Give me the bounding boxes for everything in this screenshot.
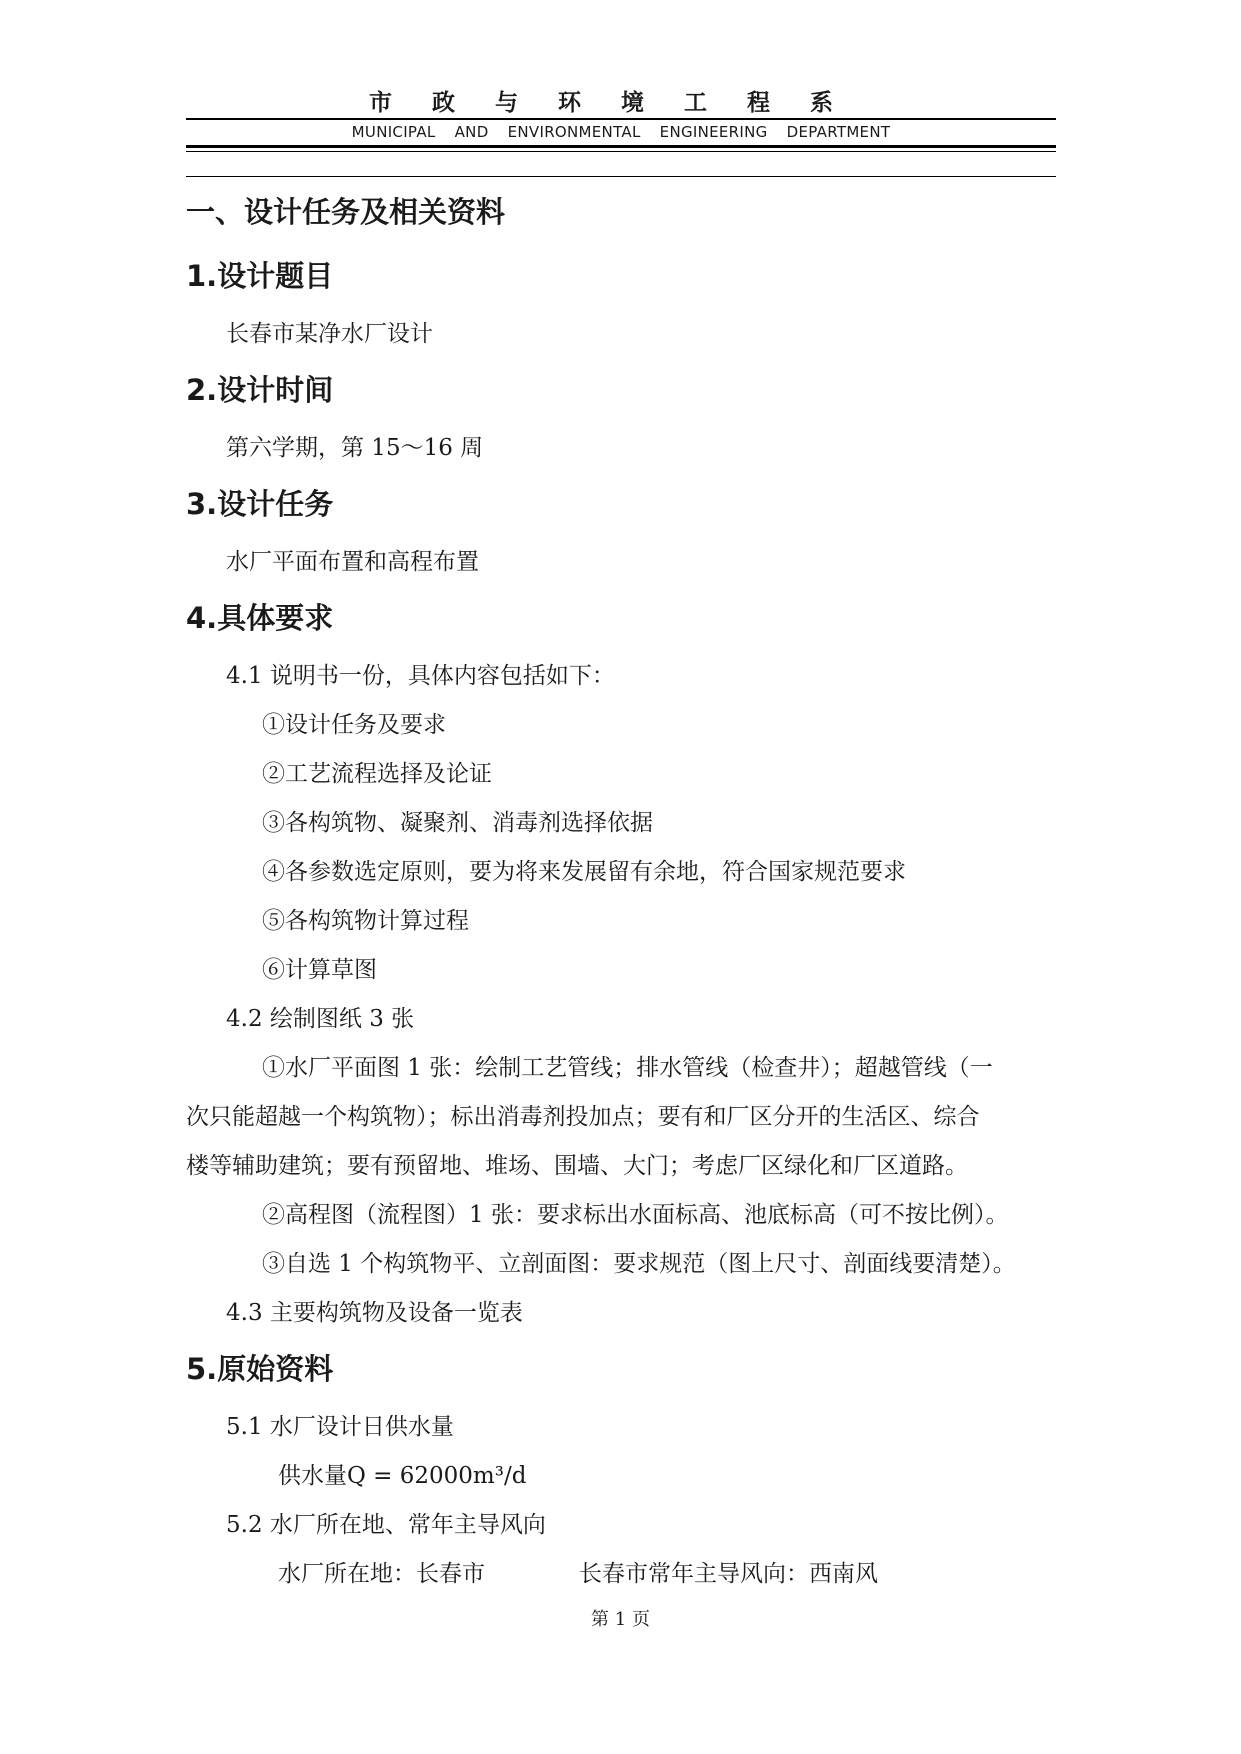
- req-item-1: ①设计任务及要求: [262, 712, 446, 738]
- drawing-1-line-2: 次只能超越一个构筑物）；标出消毒剂投加点；要有和厂区分开的生活区、综合: [186, 1104, 980, 1130]
- design-time-text: 第六学期，第 15～16 周: [226, 435, 484, 461]
- header-rule-thick: [186, 145, 1056, 148]
- heading-raw-data: 5.原始资料: [186, 1352, 334, 1386]
- raw-5-1: 5.1 水厂设计日供水量: [226, 1414, 454, 1440]
- heading-design-task: 3.设计任务: [186, 487, 334, 521]
- drawing-2: ②高程图（流程图）1 张：要求标出水面标高、池底标高（可不按比例）。: [262, 1202, 1009, 1228]
- req-item-6: ⑥计算草图: [262, 957, 377, 983]
- prevailing-wind: 长春市常年主导风向：西南风: [579, 1561, 878, 1587]
- design-task-text: 水厂平面布置和高程布置: [226, 549, 479, 575]
- drawing-1-line-3: 楼等辅助建筑；要有预留地、堆场、围墙、大门；考虑厂区绿化和厂区道路。: [186, 1153, 968, 1179]
- req-item-3: ③各构筑物、凝聚剂、消毒剂选择依据: [262, 810, 653, 836]
- req-4-1: 4.1 说明书一份，具体内容包括如下：: [226, 663, 615, 689]
- heading-design-topic: 1.设计题目: [186, 259, 334, 293]
- section-title: 一、设计任务及相关资料: [186, 195, 506, 229]
- design-topic-text: 长春市某净水厂设计: [226, 321, 433, 347]
- drawing-1-line-1: ①水厂平面图 1 张：绘制工艺管线；排水管线（检查井）；超越管线（一: [262, 1055, 993, 1081]
- header-rule-bottom: [186, 176, 1056, 177]
- header-department-en: MUNICIPAL AND ENVIRONMENTAL ENGINEERING DEPARTMENT: [351, 123, 891, 141]
- header-rule-thin: [186, 151, 1056, 152]
- plant-location: 水厂所在地：长春市: [278, 1561, 485, 1587]
- req-4-3: 4.3 主要构筑物及设备一览表: [226, 1300, 523, 1326]
- page-number: 第 1 页: [591, 1609, 650, 1630]
- raw-5-2: 5.2 水厂所在地、常年主导风向: [226, 1512, 546, 1538]
- heading-requirements: 4.具体要求: [186, 601, 334, 635]
- water-supply-value: 供水量Q = 62000m³/d: [278, 1463, 527, 1489]
- header-rule-top: [186, 118, 1056, 120]
- heading-design-time: 2.设计时间: [186, 373, 334, 407]
- req-item-4: ④各参数选定原则，要为将来发展留有余地，符合国家规范要求: [262, 859, 906, 885]
- req-item-5: ⑤各构筑物计算过程: [262, 908, 469, 934]
- header-department-cn: 市政与环境工程系: [369, 90, 873, 116]
- req-item-2: ②工艺流程选择及论证: [262, 761, 492, 787]
- drawing-3: ③自选 1 个构筑物平、立剖面图：要求规范（图上尺寸、剖面线要清楚）。: [262, 1251, 1016, 1277]
- req-4-2: 4.2 绘制图纸 3 张: [226, 1006, 415, 1032]
